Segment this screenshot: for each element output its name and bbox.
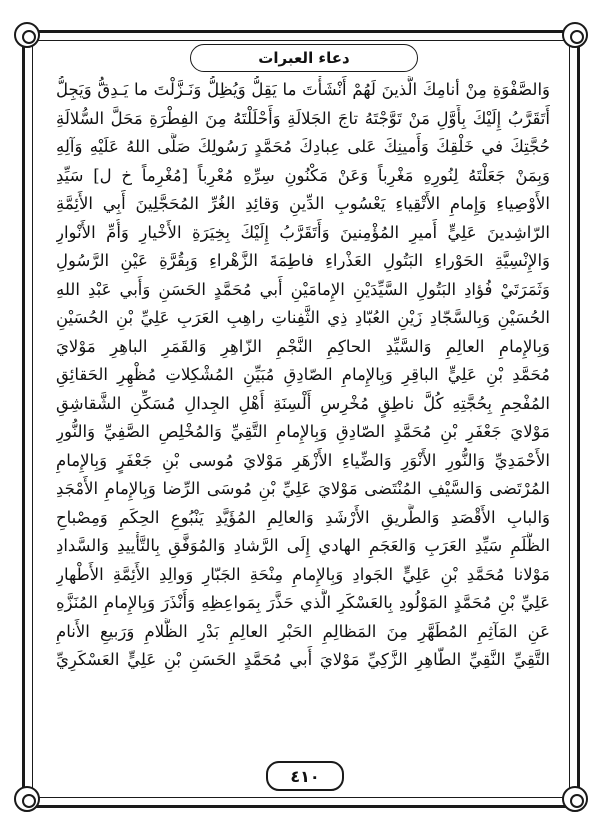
- text-line: الأَحْمَدِيِّ وَالنُّورِ الأَنْوَرِ وَالضِّياءِ الأَزْهَرِ مَوْلايَ مُوسى بْنِ جَعْفَرٍ وَبِالإِمامِ: [56, 450, 550, 470]
- text-line: وَالإِنْسِيَّةِ الحَوْراءِ البَتُولِ العَذْراءِ فاطِمَةَ الزَّهْراءِ وَبِقُرَّةِ عَيْنِ الرَّسُولِ: [56, 251, 550, 270]
- text-line: المُفْحِمِ بِحُجَّتِهِ كُلَّ ناطِقٍ مُخْرِسِ أَلْسِنَةِ أَهْلِ الجِدالِ مُسَكِّنِ الشَّقاشِقِ: [56, 393, 550, 413]
- corner-ornament-bottom-right: [562, 786, 588, 812]
- text-line: وَبِالإِمامِ العالِمِ وَالسَّيِّدِ الحاكِمِ النَّجْمِ الزّاهِرِ وَالقَمَرِ الباهِرِ مَوْلايَ: [56, 336, 550, 356]
- text-line: الأَوْصِياءِ وَإِمامِ الأَتْقِياءِ يَعْسُوبِ الدِّينِ وَقائِدِ الغُرِّ المُحَجَّلِينَ أَبِي الأَئِمَّةِ: [56, 194, 550, 213]
- text-line: مُحَمَّدِ بْنِ عَلِيٍّ الباقِرِ وَبِالإِمامِ الصّادِقِ مُبَيِّنِ المُشْكِلاتِ مُظْهِرِ الحَقائِقِ: [56, 365, 550, 384]
- text-line: وَالبابِ الأَقْصَدِ وَالطَّريقِ الأَرْشَدِ وَالعالِمِ المُؤَيَّدِ يَنْبُوعِ الحِكَمِ وَمِصْباحِ: [56, 507, 550, 527]
- text-line: حُجَّتِكَ في خَلْقِكَ وَأَمينِكَ عَلى عِبادِكَ مُحَمَّدٍ رَسُولِكَ صَلَّى اللهُ عَلَيْهِ وَآلِهِ: [56, 137, 550, 156]
- text-line: مَوْلايَ جَعْفَرِ بْنِ مُحَمَّدٍ الصّادِقِ وَبِالإِمامِ التَّقِيِّ وَالمُخْلِصِ الصَّفِيِّ وَالنُّورِ: [56, 422, 550, 441]
- page-number-box: [266, 761, 344, 791]
- text-line: عَلِيِّ بْنِ مُحَمَّدٍ المَوْلُودِ بِالعَسْكَرِ الَّذي حَذَّرَ بِمَواعِظِهِ وَأَنْذَرَ وَبِالإِمامِ المُنَزَّهِ: [56, 593, 550, 612]
- text-line: الحُسَيْنِ وَبِالسَّجّادِ زَيْنِ العُبّادِ ذِي الثَّفِناتِ راهِبِ العَرَبِ عَلِيِّ بْنِ الحُسَيْنِ: [56, 308, 550, 327]
- text-line: الرّاشِدينَ عَلِيٍّ أَميرِ المُؤْمِنينَ وَأَتَقَرَّبُ إِلَيْكَ بِخِيَرَةِ الأَخْيارِ وَأُمِّ الأَنْوارِ: [56, 222, 550, 242]
- header-title-box: [190, 44, 418, 72]
- page-title: دعاء العبرات: [258, 49, 350, 67]
- corner-ornament-bottom-left: [14, 786, 40, 812]
- page-number: ٤١٠: [290, 766, 320, 786]
- text-line: وَالصَّفْوَةِ مِنْ أنامِكَ الَّذينَ لَهُمْ أَنْشَأْتَ ما يَقِلُّ وَيُظِلُّ وَنَـزَّلْتَ ما يَـدِقُّ وَيَجِلُّ: [56, 80, 550, 99]
- text-line: عَنِ المَآثِمِ المُطَهَّرِ مِنَ المَظالِمِ الحَبْرِ العالِمِ بَدْرِ الظَّلامِ وَرَبيعِ الأَنامِ: [56, 621, 550, 641]
- text-line: مَوْلانا مُحَمَّدِ بْنِ عَلِيٍّ الجَوادِ وَبِالإِمامِ مِنْحَةِ الجَبّارِ وَوالِدِ الأَئِمَّةِ الأَطْهارِ: [56, 564, 550, 584]
- text-line: أَتَقَرَّبُ إِلَيْكَ بِأَوَّلِ مَنْ تَوَّجْتَهُ تاجَ الجَلالَةِ وَأَحْلَلْتَهُ مِنَ الفِطْرَةِ مَحَلَّ السُّلالَةِ: [56, 108, 550, 128]
- text-line: التَّقِيِّ النَّقِيِّ الطّاهِرِ الزَّكِيِّ مَوْلايَ أَبي مُحَمَّدٍ الحَسَنِ بْنِ عَلِيٍّ العَسْكَرِيِّ: [56, 650, 550, 669]
- text-line: المُرْتَضى وَالسَّيْفِ المُنْتَضى مَوْلايَ عَلِيِّ بْنِ مُوسَى الرِّضا وَبِالإِمامِ الأَمْجَدِ: [56, 479, 550, 498]
- text-line: وَبِمَنْ جَعَلْتَهُ لِنُورِهِ مَغْرِباً وَعَنْ مَكْنُونِ سِرِّهِ مُعْرِباً [مُغْرِماً خ ل] سَيِّدِ: [56, 165, 550, 185]
- corner-ornament-top-left: [14, 22, 40, 48]
- text-line: وَثَمَرَتَيْ فُؤادِ البَتُولِ السَّيِّدَيْنِ الإِمامَيْنِ أَبي مُحَمَّدٍ الحَسَنِ وَأَبي عَبْدِ اللهِ: [56, 279, 550, 299]
- corner-ornament-top-right: [562, 22, 588, 48]
- text-line: الظُّلَمِ سَيِّدِ العَرَبِ وَالعَجَمِ الهادي إِلَى الرَّشادِ وَالمُوَفَّقِ بِالتَّأْييدِ وَالسَّدادِ: [56, 536, 550, 555]
- body-text: [56, 76, 550, 760]
